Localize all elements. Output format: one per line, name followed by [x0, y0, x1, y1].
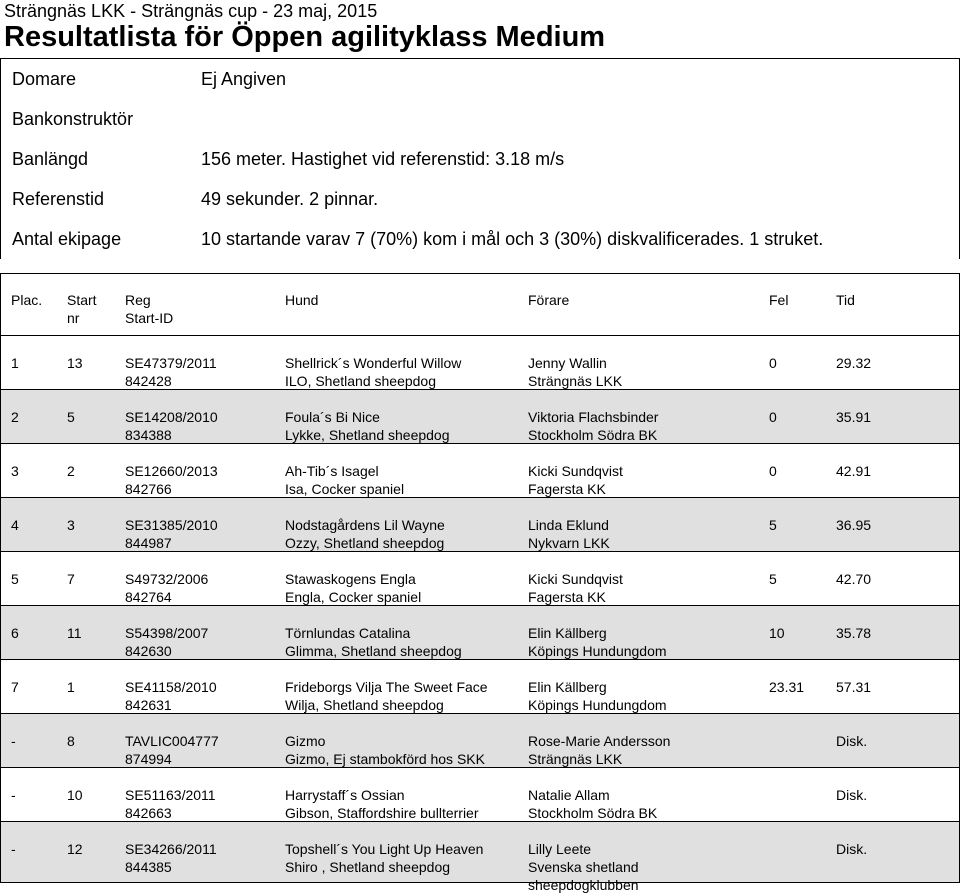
event-subtitle: Strängnäs LKK - Strängnäs cup - 23 maj, 2015: [4, 1, 378, 21]
table-row: [1, 822, 959, 893]
tid-cell: 57.31: [836, 679, 872, 695]
forare-cell: Kicki Sundqvist Fagersta KK: [528, 571, 623, 605]
page-title: Resultatlista för Öppen agilityklass Medium: [4, 21, 606, 53]
reg-cell: S54398/2007 842630: [125, 625, 209, 659]
start-cell: 8: [67, 733, 75, 749]
start-cell: 10: [67, 787, 83, 803]
info-label: Bankonstruktör: [12, 108, 134, 129]
info-row: [1, 99, 959, 139]
plac-cell: -: [11, 787, 16, 803]
col-tid-header: Tid: [836, 292, 855, 308]
start-cell: 5: [67, 409, 75, 425]
info-value: 156 meter. Hastighet vid referenstid: 3.18 m/s: [201, 148, 565, 169]
table-row: [1, 498, 959, 552]
start-cell: 11: [67, 625, 82, 641]
hund-cell: Törnlundas Catalina Glimma, Shetland sheepdog: [285, 625, 462, 659]
reg-cell: S49732/2006 842764: [125, 571, 209, 605]
tid-cell: Disk.: [836, 787, 868, 803]
info-value: 10 startande varav 7 (70%) kom i mål och 3 (30%) diskvalificerades. 1 struket.: [201, 228, 824, 249]
info-label: Referenstid: [12, 188, 105, 209]
fel-cell: 0: [769, 463, 777, 479]
plac-cell: 2: [11, 409, 19, 425]
hund-cell: Ah-Tib´s Isagel Isa, Cocker spaniel: [285, 463, 405, 497]
reg-cell: SE12660/2013 842766: [125, 463, 218, 497]
table-row: [1, 606, 959, 660]
forare-cell: Jenny Wallin Strängnäs LKK: [528, 355, 623, 389]
info-row: [1, 59, 959, 99]
table-row: [1, 552, 959, 606]
col-plac-header: Plac.: [11, 292, 43, 308]
col-hund-header: Hund: [285, 292, 319, 308]
tid-cell: Disk.: [836, 841, 868, 857]
plac-cell: 4: [11, 517, 19, 533]
fel-cell: 0: [769, 409, 777, 425]
tid-cell: 36.95: [836, 517, 872, 533]
hund-cell: Frideborgs Vilja The Sweet Face Wilja, Shetland sheepdog: [285, 679, 488, 713]
start-cell: 3: [67, 517, 75, 533]
col-forare-header: Förare: [528, 292, 570, 308]
col-fel-header: Fel: [769, 292, 789, 308]
tid-cell: 35.78: [836, 625, 872, 641]
plac-cell: 5: [11, 571, 19, 587]
plac-cell: 7: [11, 679, 19, 695]
fel-cell: 5: [769, 571, 777, 587]
reg-cell: SE47379/2011 842428: [125, 355, 217, 389]
reg-cell: SE51163/2011 842663: [125, 787, 216, 821]
info-label: Banlängd: [12, 148, 89, 169]
info-value: 49 sekunder. 2 pinnar.: [201, 188, 379, 209]
reg-cell: SE41158/2010 842631: [125, 679, 217, 713]
course-info-table: [0, 58, 960, 259]
start-cell: 13: [67, 355, 83, 371]
plac-cell: 3: [11, 463, 19, 479]
hund-cell: Topshell´s You Light Up Heaven Shiro , Shetland sheepdog: [285, 841, 484, 875]
reg-cell: SE31385/2010 844987: [125, 517, 218, 551]
reg-cell: SE34266/2011 844385: [125, 841, 217, 875]
fel-cell: 10: [769, 625, 785, 641]
forare-cell: Linda Eklund Nykvarn LKK: [528, 517, 610, 551]
col-start-header: Start nr: [67, 292, 97, 326]
plac-cell: 1: [11, 355, 19, 371]
reg-cell: TAVLIC004777 874994: [125, 733, 219, 767]
forare-cell: Elin Källberg Köpings Hundungdom: [528, 625, 667, 659]
start-cell: 12: [67, 841, 83, 857]
forare-cell: Viktoria Flachsbinder Stockholm Södra BK: [528, 409, 659, 443]
forare-cell: Elin Källberg Köpings Hundungdom: [528, 679, 667, 713]
hund-cell: Foula´s Bi Nice Lykke, Shetland sheepdog: [285, 409, 450, 443]
start-cell: 2: [67, 463, 75, 479]
forare-cell: Natalie Allam Stockholm Södra BK: [528, 787, 658, 821]
table-row: [1, 714, 959, 768]
fel-cell: 23.31: [769, 679, 805, 695]
info-label: Antal ekipage: [12, 228, 122, 249]
start-cell: 1: [67, 679, 75, 695]
tid-cell: 29.32: [836, 355, 872, 371]
info-label: Domare: [12, 68, 77, 89]
plac-cell: -: [11, 841, 16, 857]
tid-cell: 35.91: [836, 409, 872, 425]
forare-cell: Lilly Leete Svenska shetland sheepdogklubben: [528, 841, 639, 893]
forare-cell: Rose-Marie Andersson Strängnäs LKK: [528, 733, 671, 767]
table-row: [1, 390, 959, 444]
hund-cell: Nodstagårdens Lil Wayne Ozzy, Shetland sheepdog: [285, 517, 445, 551]
table-row: [1, 336, 959, 390]
tid-cell: 42.91: [836, 463, 872, 479]
info-row: [1, 139, 959, 179]
results-table: [0, 273, 960, 893]
fel-cell: 0: [769, 355, 777, 371]
plac-cell: 6: [11, 625, 19, 641]
info-row: [1, 219, 959, 259]
tid-cell: 42.70: [836, 571, 872, 587]
tid-cell: Disk.: [836, 733, 868, 749]
plac-cell: -: [11, 733, 16, 749]
start-cell: 7: [67, 571, 75, 587]
table-row: [1, 660, 959, 714]
col-reg-header: Reg Start-ID: [125, 292, 174, 326]
hund-cell: Harrystaff´s Ossian Gibson, Staffordshire bullterrier: [285, 787, 479, 821]
hund-cell: Stawaskogens Engla Engla, Cocker spaniel: [285, 571, 422, 605]
results-header-row: [1, 274, 959, 336]
info-row: [1, 179, 959, 219]
table-row: [1, 768, 959, 822]
fel-cell: 5: [769, 517, 777, 533]
forare-cell: Kicki Sundqvist Fagersta KK: [528, 463, 623, 497]
hund-cell: Shellrick´s Wonderful Willow ILO, Shetland sheepdog: [285, 355, 462, 389]
hund-cell: Gizmo Gizmo, Ej stambokförd hos SKK: [285, 733, 485, 767]
info-value: Ej Angiven: [201, 68, 287, 89]
table-row: [1, 444, 959, 498]
reg-cell: SE14208/2010 834388: [125, 409, 218, 443]
